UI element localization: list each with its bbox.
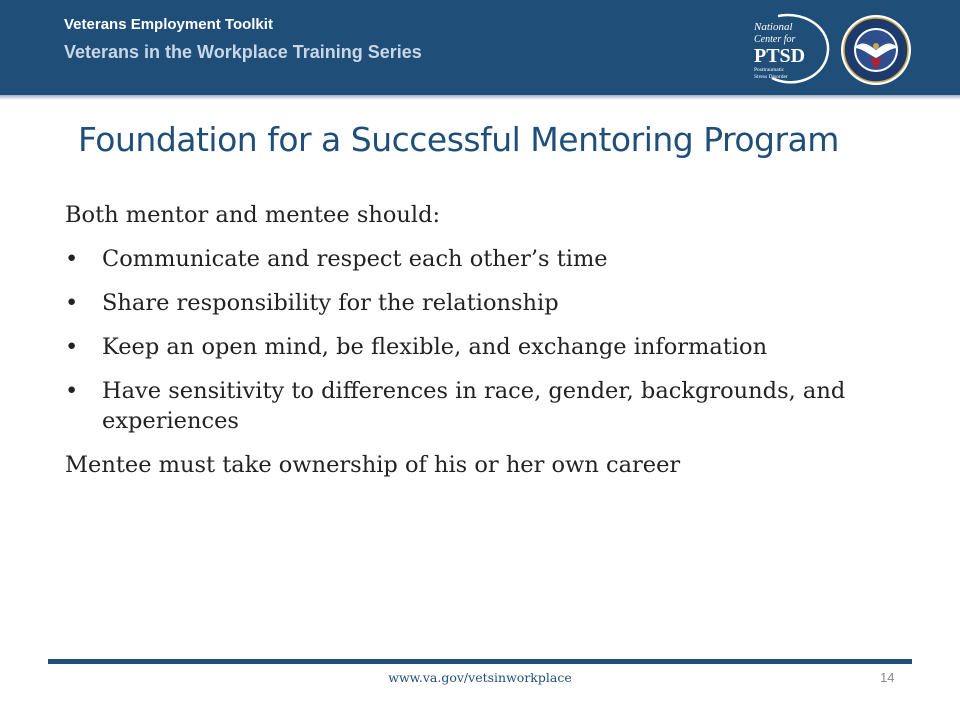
bullet-list (65, 244, 905, 436)
series-title: Veterans in the Workplace Training Series (64, 42, 422, 62)
bullet-icon: • (65, 290, 79, 316)
slide-title: Foundation for a Successful Mentoring Program (78, 120, 839, 159)
bullet-text: Communicate and respect each other’s time (102, 246, 608, 272)
list-item (65, 376, 905, 436)
list-item (65, 332, 905, 362)
outro-text: Mentee must take ownership of his or her own career (65, 452, 681, 478)
ptsd-logo-line4: Posttraumatic (754, 67, 785, 73)
ptsd-logo-line5: Stress Disorder (754, 74, 788, 80)
bullet-text: Have sensitivity to differences in race, gender, backgrounds, and experiences (102, 378, 846, 434)
ptsd-logo-line2: Center for (754, 34, 796, 45)
ptsd-logo (748, 12, 832, 86)
bullet-text: Keep an open mind, be flexible, and exchange information (102, 334, 768, 360)
va-seal-icon (840, 14, 912, 86)
ptsd-logo-line3: PTSD (754, 45, 806, 67)
intro-text: Both mentor and mentee should: (65, 202, 441, 228)
header-bar (0, 0, 960, 95)
slide-body (65, 200, 905, 480)
bullet-text: Share responsibility for the relationship (102, 290, 559, 316)
footer-url: www.va.gov/vetsinworkplace (388, 670, 572, 685)
list-item (65, 244, 905, 274)
list-item (65, 288, 905, 318)
bullet-icon: • (65, 246, 79, 272)
ptsd-logo-line1: National (754, 21, 793, 33)
toolkit-title: Veterans Employment Toolkit (64, 16, 273, 33)
bullet-icon: • (65, 334, 79, 360)
footer-divider (48, 659, 912, 664)
header-divider (0, 95, 960, 100)
bullet-icon: • (65, 378, 79, 404)
page-number: 14 (880, 670, 895, 685)
